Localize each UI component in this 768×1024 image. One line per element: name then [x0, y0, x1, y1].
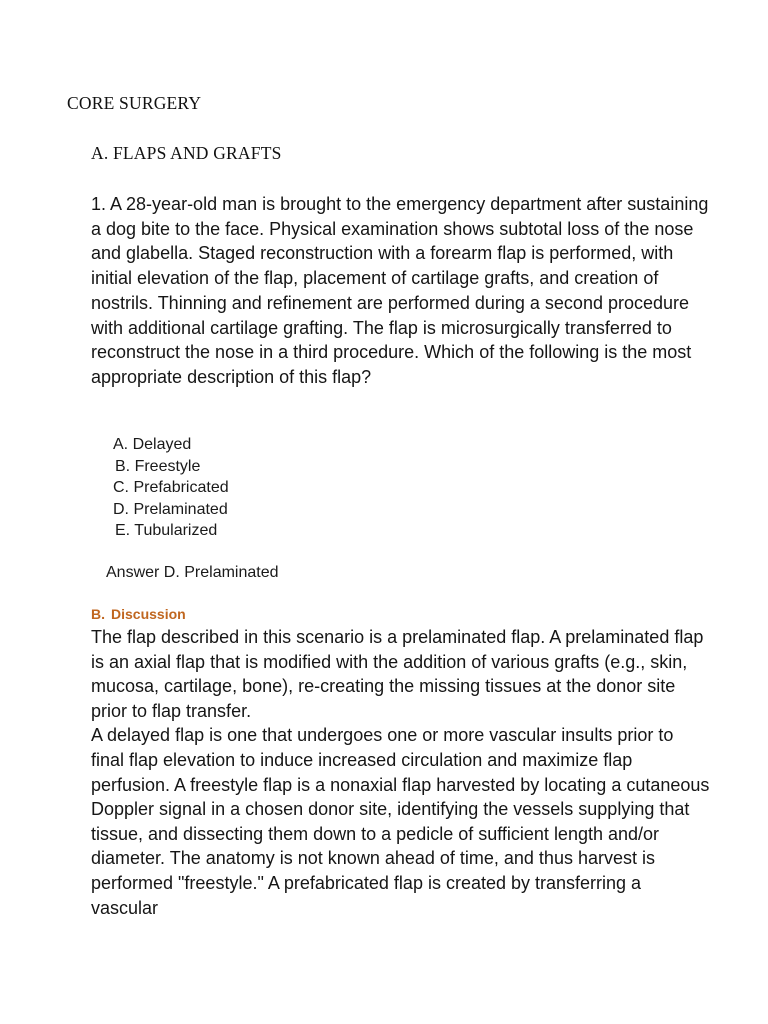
option-d: D. Prelaminated	[113, 500, 228, 518]
discussion-body	[91, 625, 711, 920]
section-heading: A. FLAPS AND GRAFTS	[91, 143, 282, 163]
option-e: E. Tubularized	[115, 522, 218, 540]
discussion-paragraph-1: The flap described in this scenario is a prelaminated flap. A prelaminated flap is an axial flap that is modified with the addition of various grafts (e.g., skin, mucosa, cartilage, bone), re-creating the missing tissues at the donor site prior to flap transfer.	[91, 627, 704, 721]
question-text: 1. A 28-year-old man is brought to the emergency department after sustaining a dog bite to the face. Physical examination shows subtotal loss of the nose and glabella. Staged reconstruction with a forearm flap is performed, with initial elevation of the flap, placement of cartilage grafts, and creation of nostrils. Thinning and refinement are performed during a second procedure with additional cartilage grafting. The flap is microsurgically transferred to reconstruct the nose in a third procedure. Which of the following is the most appropriate description of this flap?	[91, 194, 709, 387]
option-b: B. Freestyle	[115, 457, 201, 475]
discussion-paragraph-2: A delayed flap is one that undergoes one or more vascular insults prior to final flap elevation to induce increased circulation and maximize flap perfusion. A freestyle flap is a nonaxial flap harvested by locating a cutaneous Doppler signal in a chosen donor site, identifying the vessels supplying that tissue, and dissecting them down to a pedicle of sufficient length and/or diameter. The anatomy is not known ahead of time, and thus harvest is performed "freestyle." A prefabricated flap is created by transferring a vascular	[91, 725, 710, 918]
answer-line: Answer D. Prelaminated	[106, 564, 279, 581]
page-header: CORE SURGERY	[67, 93, 202, 113]
answer-options	[113, 434, 229, 542]
discussion-heading-label: Discussion	[111, 606, 186, 622]
option-c: C. Prefabricated	[113, 479, 229, 497]
option-a: A. Delayed	[113, 436, 192, 453]
discussion-heading-letter: B.	[91, 606, 105, 622]
discussion-heading	[91, 606, 186, 622]
